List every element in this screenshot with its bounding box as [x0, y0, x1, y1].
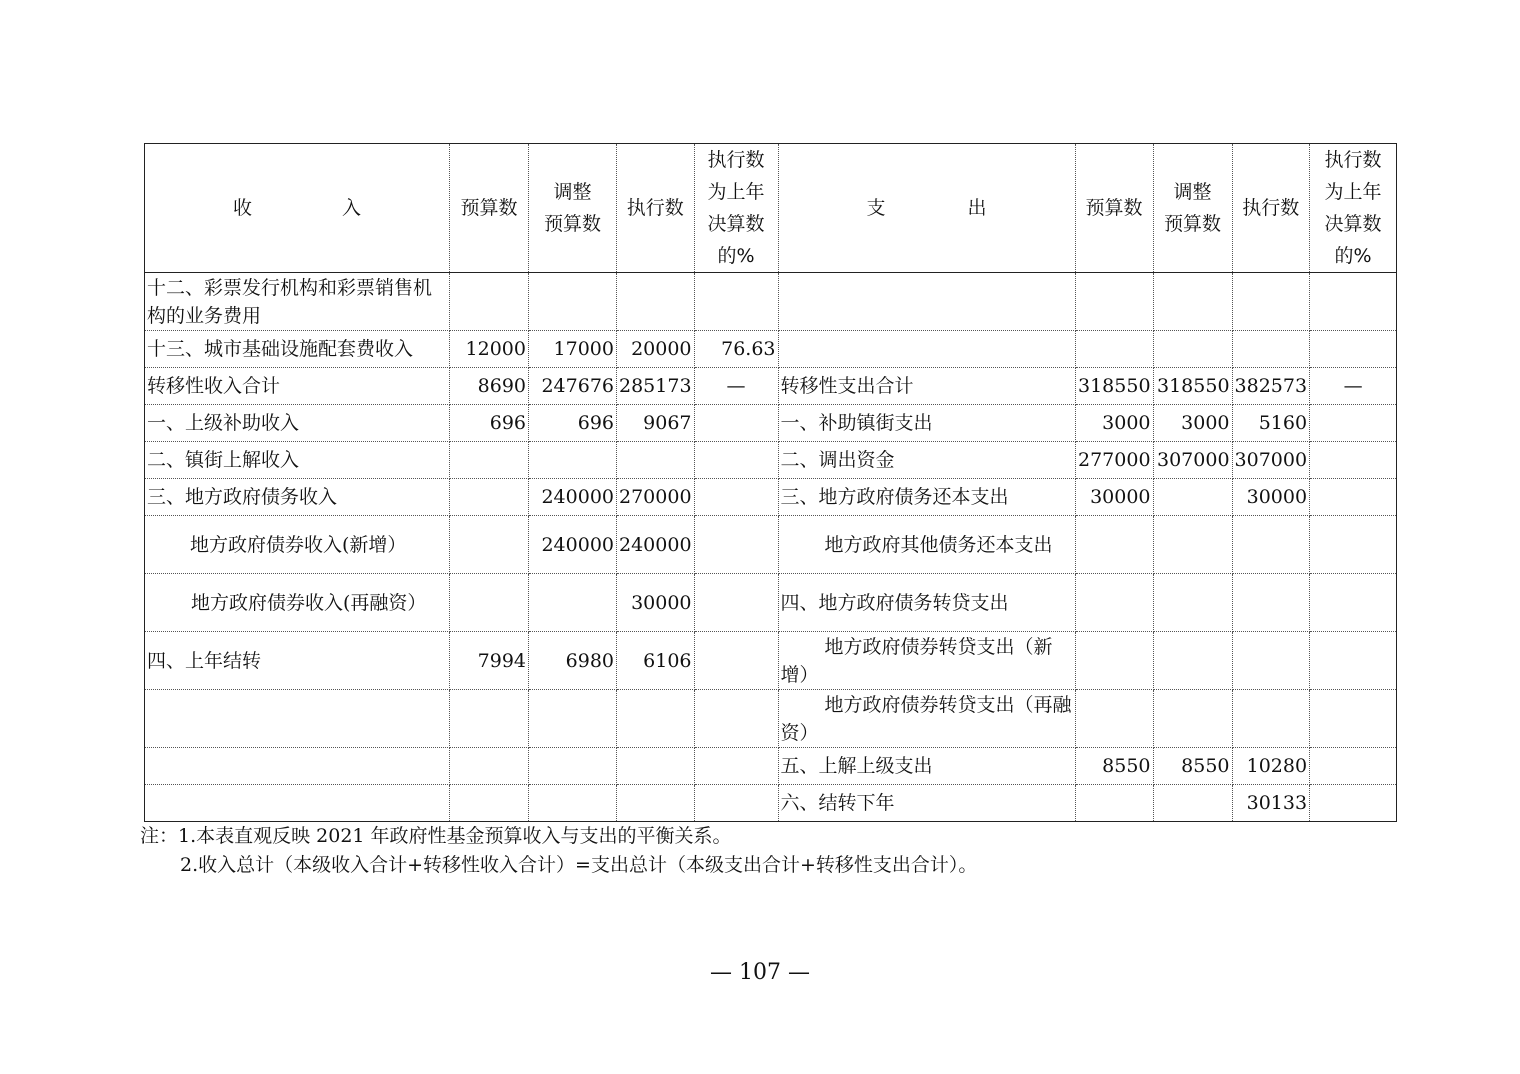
expense-executed	[1232, 273, 1310, 331]
income-ratio	[694, 442, 778, 479]
expense-header-left: 支	[866, 197, 886, 219]
expense-item: 地方政府债券转贷支出（新增）	[778, 632, 1075, 690]
income-budget	[450, 748, 529, 785]
expense-budget: 318550	[1075, 368, 1153, 405]
expense-header	[778, 144, 1075, 273]
table-row	[145, 331, 1397, 368]
income-budget	[450, 516, 529, 574]
income-ratio	[694, 516, 778, 574]
income-executed: 240000	[617, 516, 695, 574]
expense-budget-header: 预算数	[1075, 144, 1153, 273]
table-row	[145, 405, 1397, 442]
expense-adjusted	[1153, 632, 1232, 690]
expense-executed: 382573	[1232, 368, 1310, 405]
income-adjusted	[529, 748, 617, 785]
income-executed	[617, 785, 695, 822]
income-adjusted: 6980	[529, 632, 617, 690]
expense-budget: 30000	[1075, 479, 1153, 516]
income-ratio: 76.63	[694, 331, 778, 368]
adjusted-line1: 调整	[1173, 181, 1212, 203]
income-executed	[617, 690, 695, 748]
expense-item: 地方政府债券转贷支出（再融资）	[778, 690, 1075, 748]
ratio-line3: 决算数	[707, 213, 765, 235]
adjusted-line2: 预算数	[543, 213, 601, 235]
income-ratio	[694, 748, 778, 785]
expense-adjusted	[1153, 574, 1232, 632]
expense-budget: 3000	[1075, 405, 1153, 442]
income-executed-header: 执行数	[617, 144, 695, 273]
income-budget	[450, 574, 529, 632]
income-executed: 270000	[617, 479, 695, 516]
income-adjusted: 17000	[529, 331, 617, 368]
expense-ratio	[1310, 690, 1397, 748]
income-executed: 9067	[617, 405, 695, 442]
income-ratio	[694, 785, 778, 822]
expense-ratio	[1310, 516, 1397, 574]
expense-ratio	[1310, 405, 1397, 442]
expense-executed-header: 执行数	[1232, 144, 1310, 273]
expense-budget	[1075, 690, 1153, 748]
expense-ratio	[1310, 442, 1397, 479]
expense-adjusted	[1153, 690, 1232, 748]
budget-balance-table	[144, 143, 1397, 822]
income-ratio	[694, 479, 778, 516]
income-budget: 8690	[450, 368, 529, 405]
income-ratio	[694, 690, 778, 748]
table-row	[145, 748, 1397, 785]
expense-executed	[1232, 632, 1310, 690]
table-row	[145, 690, 1397, 748]
table-notes	[140, 822, 977, 880]
expense-executed: 5160	[1232, 405, 1310, 442]
income-adjusted: 240000	[529, 479, 617, 516]
income-budget: 12000	[450, 331, 529, 368]
table-row	[145, 632, 1397, 690]
expense-executed: 307000	[1232, 442, 1310, 479]
table-row	[145, 574, 1397, 632]
income-budget	[450, 690, 529, 748]
income-item: 十三、城市基础设施配套费收入	[145, 331, 450, 368]
ratio-line4: 的%	[1334, 245, 1372, 267]
expense-ratio	[1310, 785, 1397, 822]
expense-adjusted	[1153, 331, 1232, 368]
expense-budget	[1075, 574, 1153, 632]
page-number: — 107 —	[710, 960, 810, 985]
note-line-1: 注：1.本表直观反映 2021 年政府性基金预算收入与支出的平衡关系。	[140, 825, 732, 847]
expense-budget	[1075, 273, 1153, 331]
income-adjusted: 696	[529, 405, 617, 442]
expense-adjusted: 8550	[1153, 748, 1232, 785]
income-ratio: —	[694, 368, 778, 405]
expense-adjusted	[1153, 479, 1232, 516]
income-item	[145, 748, 450, 785]
table-row	[145, 273, 1397, 331]
table-row	[145, 785, 1397, 822]
expense-budget	[1075, 785, 1153, 822]
expense-ratio	[1310, 574, 1397, 632]
expense-executed	[1232, 516, 1310, 574]
income-item: 一、上级补助收入	[145, 405, 450, 442]
table-row	[145, 442, 1397, 479]
expense-item	[778, 331, 1075, 368]
expense-item: 六、结转下年	[778, 785, 1075, 822]
income-ratio-header	[694, 144, 778, 273]
expense-executed: 10280	[1232, 748, 1310, 785]
expense-budget	[1075, 331, 1153, 368]
expense-executed	[1232, 574, 1310, 632]
expense-ratio	[1310, 748, 1397, 785]
expense-executed	[1232, 690, 1310, 748]
adjusted-line2: 预算数	[1164, 213, 1222, 235]
table-row	[145, 516, 1397, 574]
income-ratio	[694, 574, 778, 632]
income-header-right: 入	[341, 197, 361, 219]
expense-ratio	[1310, 632, 1397, 690]
header-row	[145, 144, 1397, 273]
note-line-2: 2.收入总计（本级收入合计+转移性收入合计）=支出总计（本级支出合计+转移性支出合计）。	[180, 854, 978, 876]
expense-ratio	[1310, 273, 1397, 331]
income-budget: 696	[450, 405, 529, 442]
expense-adjusted	[1153, 516, 1232, 574]
expense-ratio	[1310, 479, 1397, 516]
income-header	[145, 144, 450, 273]
income-executed: 285173	[617, 368, 695, 405]
expense-item: 五、上解上级支出	[778, 748, 1075, 785]
expense-ratio: —	[1310, 368, 1397, 405]
income-executed	[617, 748, 695, 785]
income-executed	[617, 273, 695, 331]
expense-ratio	[1310, 331, 1397, 368]
income-ratio	[694, 405, 778, 442]
income-ratio	[694, 632, 778, 690]
income-adjusted	[529, 690, 617, 748]
expense-item: 四、地方政府债务转贷支出	[778, 574, 1075, 632]
income-adjusted	[529, 785, 617, 822]
income-budget	[450, 479, 529, 516]
ratio-line4: 的%	[717, 245, 755, 267]
income-executed: 20000	[617, 331, 695, 368]
table-row	[145, 479, 1397, 516]
adjusted-line1: 调整	[553, 181, 592, 203]
expense-executed: 30133	[1232, 785, 1310, 822]
ratio-line2: 为上年	[707, 181, 765, 203]
expense-budget: 8550	[1075, 748, 1153, 785]
income-adjusted	[529, 442, 617, 479]
ratio-line3: 决算数	[1324, 213, 1382, 235]
expense-adjusted: 318550	[1153, 368, 1232, 405]
income-item	[145, 785, 450, 822]
income-item: 四、上年结转	[145, 632, 450, 690]
income-budget	[450, 785, 529, 822]
income-item: 二、镇街上解收入	[145, 442, 450, 479]
ratio-line2: 为上年	[1324, 181, 1382, 203]
income-item: 地方政府债券收入(新增）	[145, 516, 450, 574]
income-budget	[450, 442, 529, 479]
income-header-left: 收	[233, 197, 253, 219]
income-executed: 6106	[617, 632, 695, 690]
income-executed: 30000	[617, 574, 695, 632]
expense-adjusted	[1153, 273, 1232, 331]
table-row	[145, 368, 1397, 405]
expense-item: 三、地方政府债务还本支出	[778, 479, 1075, 516]
expense-budget	[1075, 632, 1153, 690]
expense-adjusted	[1153, 785, 1232, 822]
income-adjusted	[529, 574, 617, 632]
income-budget	[450, 273, 529, 331]
expense-budget: 277000	[1075, 442, 1153, 479]
income-budget: 7994	[450, 632, 529, 690]
expense-adjusted-header	[1153, 144, 1232, 273]
income-adjusted	[529, 273, 617, 331]
expense-item	[778, 273, 1075, 331]
ratio-line1: 执行数	[1324, 149, 1382, 171]
income-item: 地方政府债券收入(再融资）	[145, 574, 450, 632]
expense-adjusted: 3000	[1153, 405, 1232, 442]
income-item: 转移性收入合计	[145, 368, 450, 405]
income-item	[145, 690, 450, 748]
income-item: 十二、彩票发行机构和彩票销售机构的业务费用	[145, 273, 450, 331]
expense-executed	[1232, 331, 1310, 368]
expense-ratio-header	[1310, 144, 1397, 273]
expense-item: 一、补助镇街支出	[778, 405, 1075, 442]
expense-item: 转移性支出合计	[778, 368, 1075, 405]
ratio-line1: 执行数	[707, 149, 765, 171]
expense-executed: 30000	[1232, 479, 1310, 516]
income-adjusted: 247676	[529, 368, 617, 405]
income-item: 三、地方政府债务收入	[145, 479, 450, 516]
expense-item: 二、调出资金	[778, 442, 1075, 479]
expense-adjusted: 307000	[1153, 442, 1232, 479]
expense-header-right: 出	[967, 197, 987, 219]
income-ratio	[694, 273, 778, 331]
income-adjusted-header	[529, 144, 617, 273]
income-executed	[617, 442, 695, 479]
expense-item: 地方政府其他债务还本支出	[778, 516, 1075, 574]
expense-budget	[1075, 516, 1153, 574]
income-budget-header: 预算数	[450, 144, 529, 273]
income-adjusted: 240000	[529, 516, 617, 574]
